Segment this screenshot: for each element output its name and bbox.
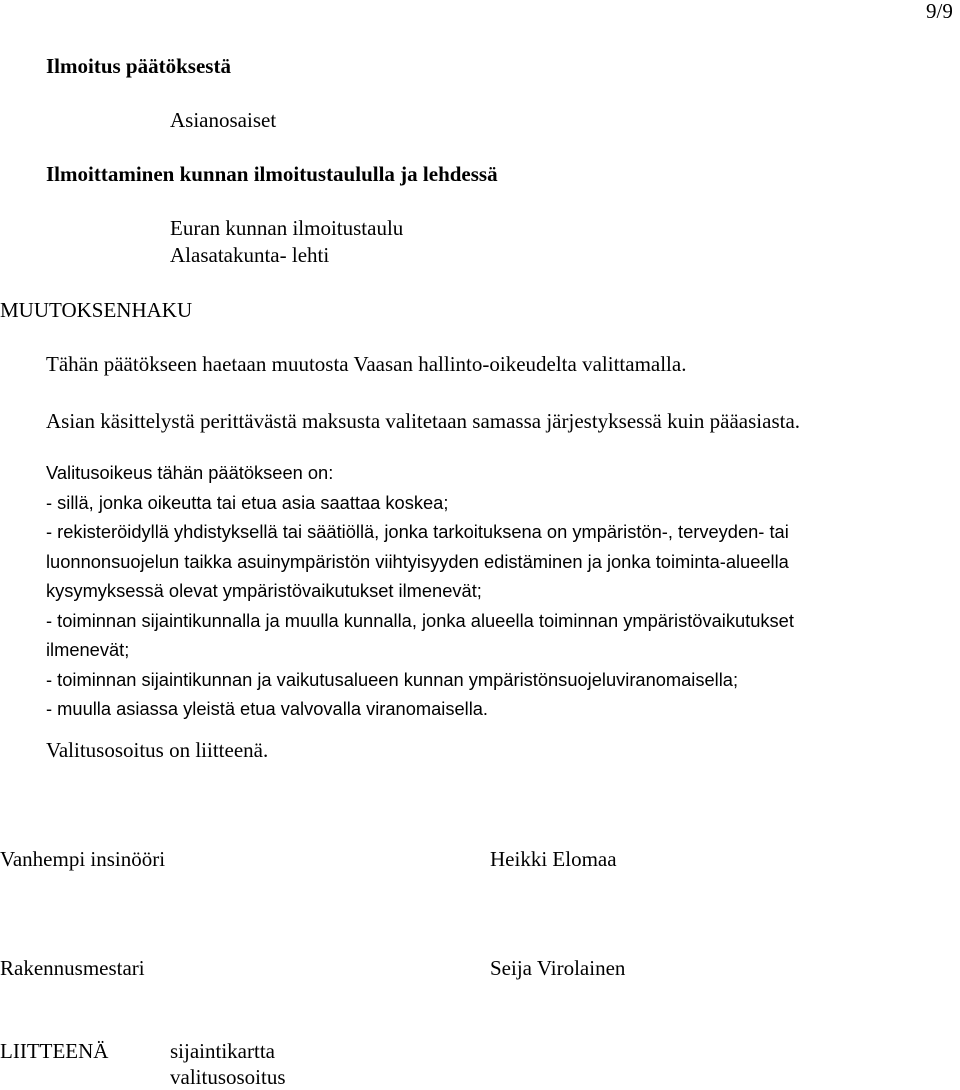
publication-line: Euran kunnan ilmoitustaulu bbox=[170, 216, 404, 240]
appeal-rights-block bbox=[46, 458, 956, 724]
appeal-rights-line: - toiminnan sijaintikunnalla ja muulla kunnalla, jonka alueella toiminnan ympäristövaikutukset bbox=[46, 609, 794, 631]
decision-notice-heading: Ilmoitus päätöksestä bbox=[46, 54, 231, 78]
appeal-rights-line: luonnonsuojelun taikka asuinympäristön viihtyisyyden edistäminen ja jonka toiminta-alueella bbox=[46, 550, 789, 572]
decision-notice-recipient: Asianosaiset bbox=[170, 108, 277, 132]
attachments-label: LIITTEENÄ bbox=[0, 1039, 109, 1063]
appeal-rights-line: - sillä, jonka oikeutta tai etua asia saattaa koskea; bbox=[46, 491, 449, 513]
attachment-item: sijaintikartta bbox=[170, 1039, 275, 1063]
appeal-rights-line: kysymyksessä olevat ympäristövaikutukset ilmenevät; bbox=[46, 580, 482, 601]
appeal-paragraph-1: Tähän päätökseen haetaan muutosta Vaasan hallinto-oikeudelta valittamalla. bbox=[46, 352, 687, 376]
appeal-rights-line: Valitusoikeus tähän päätökseen on: bbox=[46, 462, 334, 483]
appeal-rights-line: - muulla asiassa yleistä etua valvovalla viranomaisella. bbox=[46, 698, 488, 719]
attachment-item: valitusosoitus bbox=[170, 1065, 286, 1089]
appeal-rights-line: - toiminnan sijaintikunnan ja vaikutusalueen kunnan ympäristönsuojeluviranomaisella; bbox=[46, 668, 739, 690]
appeal-heading: MUUTOKSENHAKU bbox=[0, 298, 193, 322]
publication-line: Alasatakunta- lehti bbox=[170, 243, 330, 267]
signature-title: Vanhempi insinööri bbox=[0, 847, 166, 871]
page-number: 9/9 bbox=[926, 0, 953, 23]
signature-name: Heikki Elomaa bbox=[490, 847, 617, 871]
appeal-rights-line: ilmenevät; bbox=[46, 639, 130, 660]
appeal-instructions-note: Valitusosoitus on liitteenä. bbox=[46, 738, 269, 762]
appeal-paragraph-2: Asian käsittelystä perittävästä maksusta valitetaan samassa järjestyksessä kuin pääasiasta. bbox=[46, 409, 801, 433]
signature-name: Seija Virolainen bbox=[490, 956, 626, 980]
signature-title: Rakennusmestari bbox=[0, 956, 145, 980]
appeal-rights-line: - rekisteröidyllä yhdistyksellä tai säätiöllä, jonka tarkoituksena on ympäristön-, terveyden- tai bbox=[46, 521, 789, 542]
publication-heading: Ilmoittaminen kunnan ilmoitustaululla ja lehdessä bbox=[46, 162, 498, 186]
